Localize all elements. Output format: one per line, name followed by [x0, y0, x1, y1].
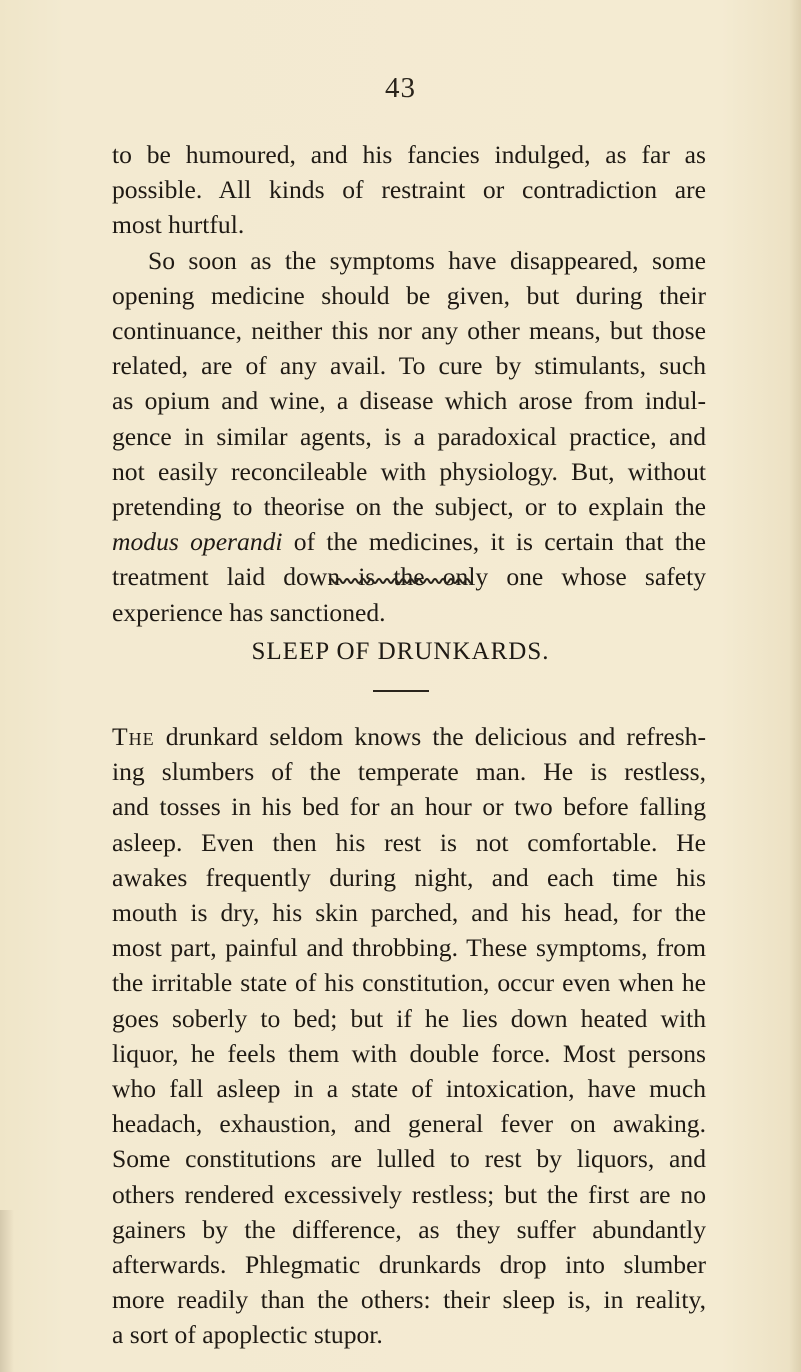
opening-word: The: [112, 722, 155, 751]
text-line: possible. All kinds of restraint or contradiction are: [112, 175, 706, 205]
text-line: goes soberly to bed; but if he lies down heated with: [112, 1003, 706, 1033]
text-line: experience has sanctioned.: [112, 597, 386, 627]
text-line: most hurtful.: [112, 210, 245, 240]
text-line: continuance, neither this nor any other means, but those: [112, 316, 706, 346]
text-line: and tosses in his bed for an hour or two before falling: [112, 792, 706, 822]
text-fragment: of the medicines, it is certain that the: [282, 527, 706, 557]
text-line: opening medicine should be given, but during their: [112, 280, 706, 310]
text-line: awakes frequently during night, and each time his: [112, 862, 706, 892]
text-line: headach, exhaustion, and general fever on awaking.: [112, 1109, 706, 1139]
text-line: as opium and wine, a disease which arose from indul-: [112, 386, 706, 416]
italic-phrase: modus operandi: [112, 527, 283, 557]
section-title: SLEEP OF DRUNKARDS.: [251, 638, 550, 665]
page-number: 43: [385, 72, 416, 104]
text-line: a sort of apoplectic stupor.: [112, 1320, 383, 1350]
text-line: treatment laid down is the only one whose safety: [112, 562, 706, 592]
text-line: gainers by the difference, as they suffer abundantly: [112, 1214, 706, 1244]
paragraph-first-line: So soon as the symptoms have disappeared, some: [148, 245, 706, 275]
ornamental-wavy-rule: [329, 577, 473, 585]
text-line: afterwards. Phlegmatic drunkards drop into slumber: [112, 1250, 706, 1280]
page-edge-shadow-left: [0, 1210, 14, 1372]
text-line: pretending to theorise on the subject, or to explain the: [112, 492, 706, 522]
text-line: mouth is dry, his skin parched, and his head, for the: [112, 898, 706, 928]
text-line-with-italic: [112, 524, 706, 559]
top-paragraphs: [112, 137, 706, 630]
text-line: more readily than the others: their sleep is, in reality,: [112, 1285, 706, 1315]
text-line: asleep. Even then his rest is not comfortable. He: [112, 827, 706, 857]
text-line: others rendered excessively restless; but the first are no: [112, 1179, 706, 1209]
text-line: Some constitutions are lulled to rest by liquors, and: [112, 1144, 706, 1174]
text-line: gence in similar agents, is a paradoxical practice, and: [112, 421, 706, 451]
title-rule: [373, 690, 429, 692]
text-line: to be humoured, and his fancies indulged, as far as: [112, 140, 706, 169]
text-line: the irritable state of his constitution, occur even when he: [112, 968, 706, 998]
section-paragraph: [112, 719, 706, 1353]
text-line: not easily reconcileable with physiology. But, without: [112, 456, 706, 486]
text-line: liquor, he feels them with double force. Most persons: [112, 1038, 706, 1068]
text-line: related, are of any avail. To cure by stimulants, such: [112, 351, 706, 381]
text-fragment: drunkard seldom knows the delicious and refresh-: [154, 722, 706, 751]
text-line: most part, painful and throbbing. These symptoms, from: [112, 933, 706, 963]
text-line: who fall asleep in a state of intoxication, have much: [112, 1074, 706, 1104]
text-line: ing slumbers of the temperate man. He is restless,: [112, 757, 706, 787]
page-edge-shadow-right: [789, 0, 801, 1372]
paragraph-first-line: [112, 719, 706, 754]
